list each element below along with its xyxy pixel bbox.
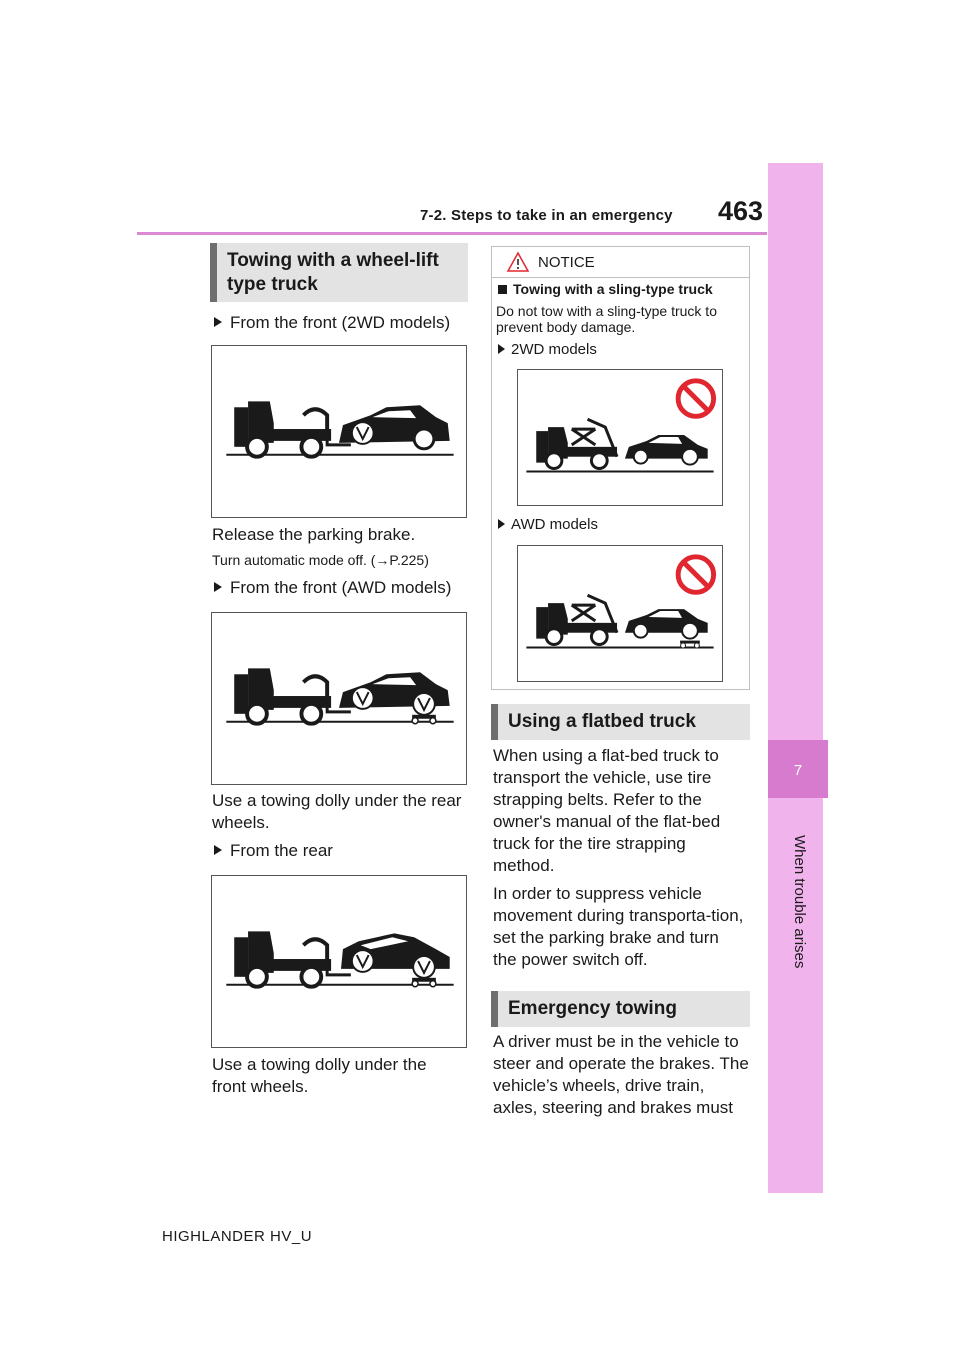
triangle-bullet-icon xyxy=(214,317,222,327)
model-footer: HIGHLANDER HV_U xyxy=(162,1228,313,1245)
sling-truck-2wd-illustration xyxy=(518,370,722,505)
section-title: 7-2. Steps to take in an emergency xyxy=(420,207,673,224)
bullet-label: 2WD models xyxy=(511,341,597,358)
notice-bullet-2wd xyxy=(498,341,597,358)
tow-truck-rear-illustration xyxy=(212,876,466,1047)
bullet-label: From the front (AWD models) xyxy=(230,578,452,597)
triangle-bullet-icon xyxy=(498,519,505,529)
figure-sling-awd xyxy=(517,545,723,682)
figure-wheel-lift-front-awd xyxy=(211,612,467,785)
bullet-from-rear xyxy=(214,841,333,861)
bullet-label: From the rear xyxy=(230,841,333,860)
square-bullet-icon xyxy=(498,285,507,294)
bullet-label: AWD models xyxy=(511,516,598,533)
triangle-bullet-icon xyxy=(214,845,222,855)
instruction-release-brake: Release the parking brake. xyxy=(212,525,416,544)
figure-sling-2wd xyxy=(517,369,723,506)
chapter-title: When trouble arises xyxy=(791,835,808,969)
notice-text: Do not tow with a sling-type truck to prevent body damage. xyxy=(496,303,717,335)
chapter-tab-strip xyxy=(768,163,823,1193)
section-heading-emergency: Emergency towing xyxy=(491,991,750,1027)
triangle-bullet-icon xyxy=(214,582,222,592)
bullet-front-2wd xyxy=(214,313,450,333)
triangle-bullet-icon xyxy=(498,344,505,354)
page-number: 463 xyxy=(718,196,764,226)
notice-subheading-text: Towing with a sling-type truck xyxy=(513,281,713,297)
notice-title: NOTICE xyxy=(538,254,595,271)
note-automatic-mode: Turn automatic mode off. (→P.225) xyxy=(212,552,429,568)
section-heading-wheel-lift: Towing with a wheel-lift type truck xyxy=(210,243,468,302)
notice-bullet-awd xyxy=(498,516,598,533)
notice-subheading xyxy=(498,281,713,297)
bullet-label: From the front (2WD models) xyxy=(230,313,451,332)
figure-wheel-lift-rear xyxy=(211,875,467,1048)
bullet-front-awd xyxy=(214,578,451,598)
tow-truck-dolly-illustration xyxy=(212,613,466,784)
figure-wheel-lift-front-2wd xyxy=(211,345,467,518)
warning-triangle-icon xyxy=(506,251,530,273)
header-rule xyxy=(137,232,767,235)
section-heading-flatbed: Using a flatbed truck xyxy=(491,704,750,740)
emergency-paragraph: A driver must be in the vehicle to steer and operate the brakes. The vehicle’s wheels, drive train, axles, steering and brakes must xyxy=(493,1032,749,1117)
tow-truck-illustration xyxy=(212,346,466,517)
flatbed-paragraph-2: In order to suppress vehicle movement during transporta-tion, set the parking brake and turn the power switch off. xyxy=(493,884,744,969)
instruction-dolly-rear: Use a towing dolly under the rear wheels. xyxy=(212,791,462,832)
instruction-dolly-front: Use a towing dolly under the front wheels. xyxy=(212,1055,427,1096)
flatbed-paragraph-1: When using a flat-bed truck to transport the vehicle, use tire strapping belts. Refer to the owner's manual of the flat-bed truck for the tire strapping method. xyxy=(493,746,721,875)
chapter-number: 7 xyxy=(793,762,803,779)
sling-truck-awd-illustration xyxy=(518,546,722,681)
